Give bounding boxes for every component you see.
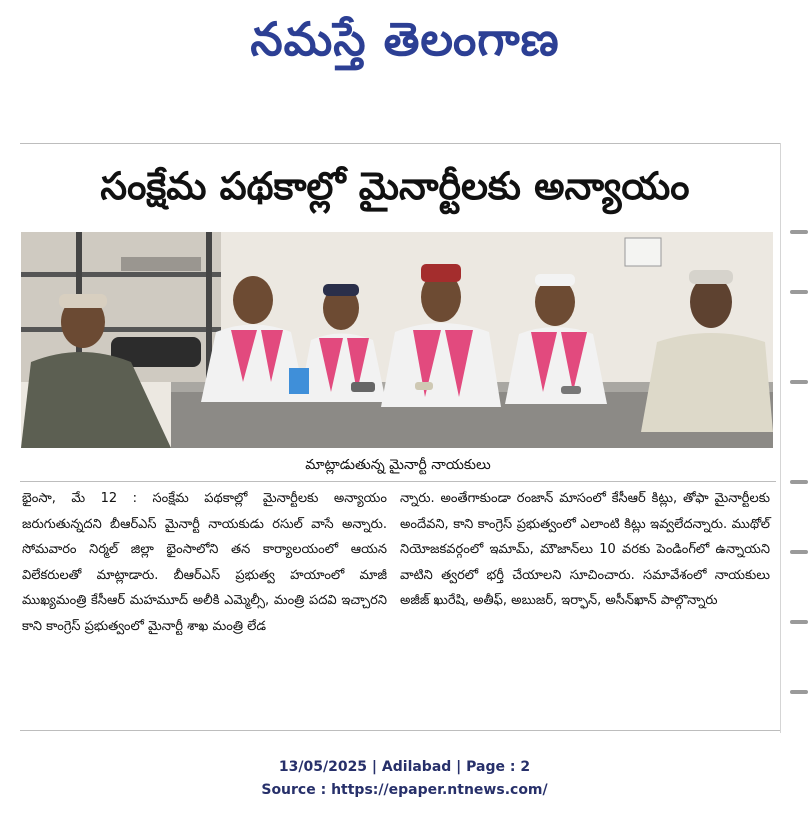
bottom-divider [20, 730, 780, 731]
footer-edition-info: 13/05/2025 | Adilabad | Page : 2 [278, 759, 531, 775]
article-body-right: న్నారు. అంతేగాకుండా రంజాన్ మాసంలో కేసీఆర్ కిట్లు, తోఫా మైనార్టీలకు అందేవని, కాని కాంగ్రెస్ ప్రభుత్వంలో ఎలాంటి కిట్లు ఇవ్వలేదన్నారు. ముథోల్ నియోజకవర్గంలో ఇమామ్, మౌజాన్‌లు 10 వరకు పెండింగ్‌లో ఉన్నాయని వాటిని త్వరలో భర్తీ చేయాలని సూచించారు. సమావేశంలో నాయకులు అజీజ్ ఖురేషి, అతీఫ్, అబుజర్, ఇర్ఫాన్, అసీన్‌ఖాన్ పాల్గొన్నారు [400, 491, 770, 608]
column-divider [780, 143, 781, 733]
article-headline: సంక్షేమ పథకాల్లో మైనార్టీలకు అన్యాయం [100, 164, 690, 208]
footer [0, 756, 809, 802]
footer-source-link[interactable]: Source : https://epaper.ntnews.com/ [261, 782, 548, 798]
article-column-right [400, 486, 770, 614]
adjacent-article-edge [786, 150, 809, 730]
article-column-left [22, 486, 387, 639]
newspaper-logo: నమస్తే తెలంగాణ [250, 12, 560, 66]
article-photo [21, 232, 773, 448]
photo-caption: మాట్లాడుతున్న మైనార్టీ నాయకులు [305, 457, 491, 473]
top-divider [20, 143, 780, 144]
press-meet-photo [21, 232, 773, 448]
article-body-left: భైంసా, మే 12 : సంక్షేమ పథకాల్లో మైనార్టీలకు అన్యాయం జరుగుతున్నదని బీఆర్‌ఎస్ మైనార్టీ నాయకుడు రసుల్ వాసే అన్నారు. సోమవారం నిర్మల్ జిల్లా భైంసాలోని తన కార్యాలయంలో ఆయన విలేకరులతో మాట్లాడారు. బీఆర్‌ఎస్ ప్రభుత్వ హయాంలో మాజీ ముఖ్యమంత్రి కేసీఆర్ మహమూద్ అలీకి ఎమ్మెల్సీ, మంత్రి పదవి ఇచ్చారని కాని కాంగ్రెస్ ప్రభుత్వంలో మైనార్టీ శాఖ మంత్రి లేడ [22, 491, 387, 634]
masthead [0, 0, 809, 92]
caption-divider [20, 481, 776, 482]
